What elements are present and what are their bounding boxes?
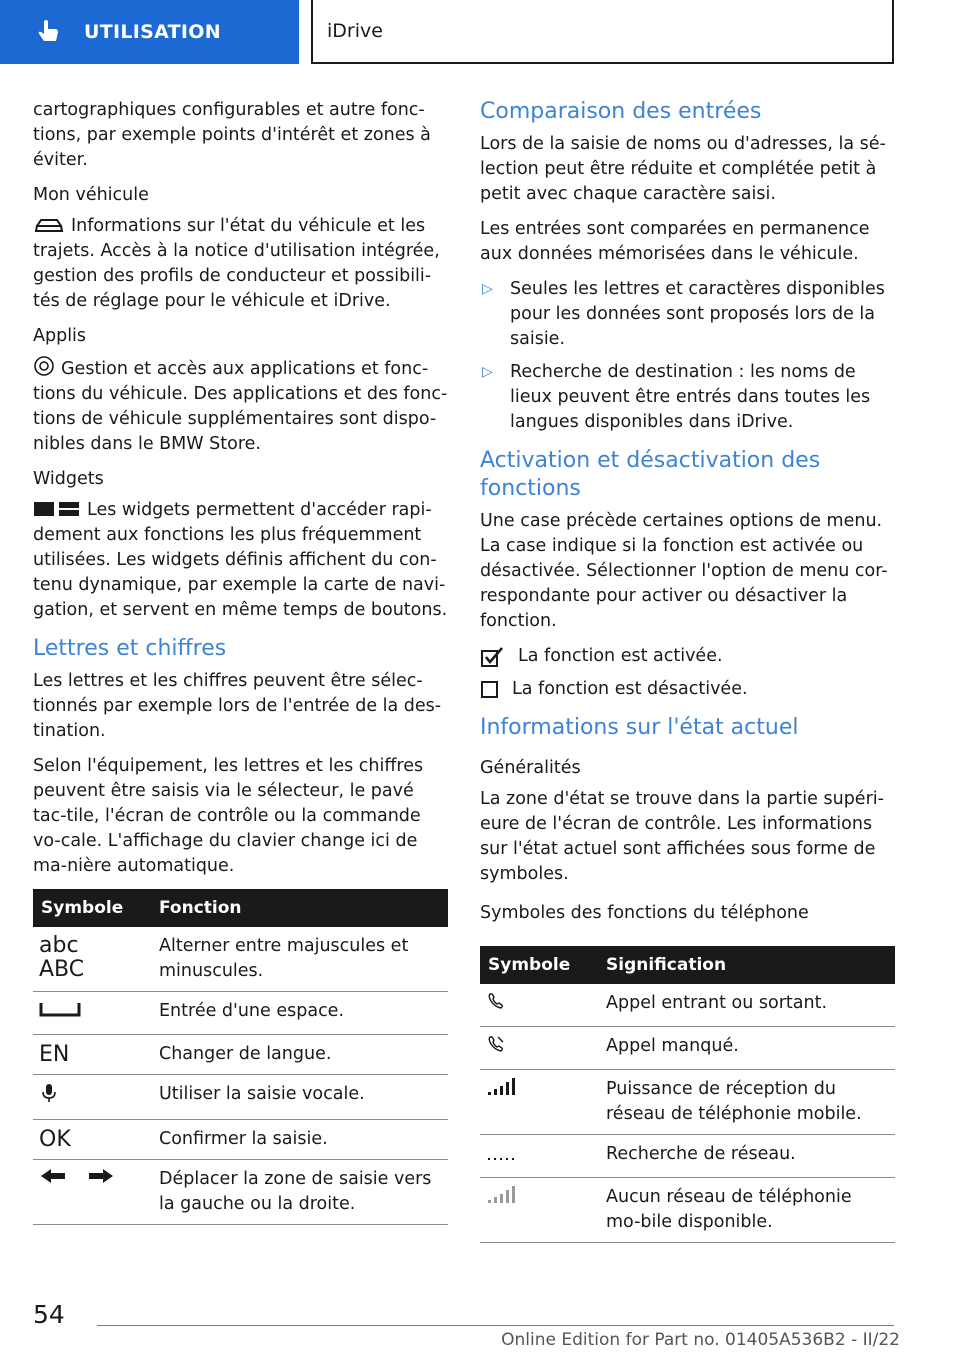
table-row <box>33 992 448 1035</box>
edition-text: Online Edition for Part no. 01405A536B2 - II/22 <box>501 1330 900 1350</box>
status-heading: Informations sur l'état actuel <box>480 715 799 740</box>
table-cell-text: Appel entrant ou sortant. <box>598 984 895 1027</box>
phone-symbols-title: Symboles des fonctions du téléphone <box>480 903 809 923</box>
triangle-bullet-icon: ▷ <box>482 281 493 297</box>
table-row <box>480 1027 895 1070</box>
right-column <box>480 98 895 1243</box>
section-tab <box>0 0 299 64</box>
widgets-text: Les widgets permettent d'accéder rapi-dement aux fonctions les plus fréquemment utilisées. Les widgets définis affichent du con-tenu dynamique, par exemple la carte de navi-gation, et servent en même temps de boutons. <box>33 500 448 620</box>
car-icon <box>33 216 65 234</box>
list-item: ▷ Seules les lettres et caractères disponibles pour les données sont proposés lors de la saisie. <box>482 279 885 349</box>
table-header-meaning: Signification <box>598 946 895 984</box>
left-column <box>33 98 448 1225</box>
table-row <box>480 984 895 1027</box>
activation-heading: Activation et désactivation des fonctions <box>480 448 821 501</box>
table-row <box>33 1075 448 1120</box>
table-cell-text: Puissance de réception du réseau de téléphonie mobile. <box>598 1070 895 1135</box>
vehicle-title: Mon véhicule <box>33 185 149 205</box>
table-cell-text: Recherche de réseau. <box>598 1135 895 1178</box>
apps-icon <box>33 355 55 377</box>
widgets-icon <box>33 500 81 518</box>
deactivated-line <box>480 677 895 702</box>
letters-paragraph-1: Les lettres et les chiffres peuvent être sélec-tionnés par exemple lors de l'entrée de la des-tination. <box>33 671 442 741</box>
table-header-symbol: Symbole <box>480 946 598 984</box>
hand-touch-icon <box>34 17 64 47</box>
general-paragraph: La zone d'état se trouve dans la partie supéri-eure de l'écran de contrôle. Les informations sur l'état actuel sont affichées sous forme de symboles. <box>480 789 884 884</box>
triangle-bullet-icon: ▷ <box>482 364 493 380</box>
case-upper-label: ABC <box>39 957 85 982</box>
table-row <box>480 1070 895 1135</box>
activated-text: La fonction est activée. <box>518 646 723 666</box>
phone-symbols-table <box>480 946 895 1243</box>
symbols-table <box>33 889 448 1225</box>
phone-call-icon <box>486 991 506 1011</box>
table-row <box>33 927 448 992</box>
list-item: ▷ Recherche de destination : les noms de lieux peuvent être entrés dans toutes les langues disponibles dans iDrive. <box>482 362 871 432</box>
compare-bullet-list <box>480 277 895 435</box>
case-symbol <box>33 927 151 992</box>
table-row <box>33 1035 448 1075</box>
vehicle-paragraph <box>33 214 448 314</box>
ok-symbol: OK <box>33 1120 151 1160</box>
subsection-label: iDrive <box>327 20 383 42</box>
intro-paragraph: cartographiques configurables et autre fonc-tions, par exemple points d'intérêt et zones à éviter. <box>33 100 431 170</box>
activation-paragraph: Une case précède certaines options de menu. La case indique si la fonction est activée ou désactivée. Sélectionner l'option de menu cor-respondante pour activer ou désactiver la fonction. <box>480 511 888 631</box>
deactivated-text: La fonction est désactivée. <box>512 679 748 699</box>
arrow-right-icon <box>87 1167 115 1185</box>
table-header-function: Fonction <box>151 889 448 927</box>
checked-box-icon <box>480 646 506 668</box>
letters-heading: Lettres et chiffres <box>33 636 227 661</box>
table-row <box>480 1178 895 1243</box>
table-cell-text: Utiliser la saisie vocale. <box>151 1075 448 1120</box>
apps-paragraph <box>33 355 448 457</box>
letters-paragraph-2: Selon l'équipement, les lettres et les chiffres peuvent être saisis via le sélecteur, le pavé tac-tile, l'écran de contrôle ou la commande vo-cale. L'affichage du clavier change ici de ma-nière automatique. <box>33 756 424 876</box>
compare-heading: Comparaison des entrées <box>480 99 762 124</box>
compare-paragraph-1: Lors de la saisie de noms ou d'adresses, la sé-lection peut être réduite et complétée petit à petit avec chaque caractère saisi. <box>480 134 886 204</box>
signal-strength-icon <box>486 1077 516 1097</box>
table-cell-text: Appel manqué. <box>598 1027 895 1070</box>
case-lower-label: abc <box>39 933 79 958</box>
compare-paragraph-2: Les entrées sont comparées en permanence aux données mémorisées dans le véhicule. <box>480 219 870 264</box>
general-title: Généralités <box>480 758 581 778</box>
table-cell-text: Changer de langue. <box>151 1035 448 1075</box>
space-icon <box>39 999 81 1019</box>
table-cell-text: Alterner entre majuscules et minuscules. <box>151 927 448 992</box>
vehicle-text: Informations sur l'état du véhicule et les trajets. Accès à la notice d'utilisation intégrée, gestion des profils de conducteur et possibili-tés de réglage pour le véhicule et iDrive. <box>33 216 440 311</box>
arrow-left-icon <box>39 1167 67 1185</box>
section-label: UTILISATION <box>84 21 221 43</box>
footer-divider <box>97 1325 894 1326</box>
apps-title: Applis <box>33 326 87 346</box>
missed-call-icon <box>486 1034 506 1054</box>
no-network-icon <box>486 1185 516 1205</box>
language-symbol: EN <box>33 1035 151 1075</box>
microphone-icon <box>39 1082 59 1104</box>
unchecked-box-icon <box>480 680 500 700</box>
activated-line <box>480 644 895 669</box>
page-number: 54 <box>33 1300 65 1329</box>
table-cell-text: Confirmer la saisie. <box>151 1120 448 1160</box>
table-cell-text: Entrée d'une espace. <box>151 992 448 1035</box>
table-header-symbol: Symbole <box>33 889 151 927</box>
table-cell-text: Déplacer la zone de saisie vers la gauche ou la droite. <box>151 1160 448 1225</box>
apps-text: Gestion et accès aux applications et fonc-tions du véhicule. Des applications et des fonc-tions de véhicule supplémentaires sont dispo-nibles dans le BMW Store. <box>33 359 448 454</box>
page-header <box>0 0 960 66</box>
table-row <box>33 1120 448 1160</box>
table-cell-text: Aucun réseau de téléphonie mo-bile disponible. <box>598 1178 895 1243</box>
table-row <box>480 1135 895 1178</box>
widgets-title: Widgets <box>33 469 104 489</box>
network-search-icon <box>486 1142 516 1162</box>
widgets-paragraph <box>33 498 448 623</box>
table-row <box>33 1160 448 1225</box>
subsection-tab <box>311 0 894 64</box>
